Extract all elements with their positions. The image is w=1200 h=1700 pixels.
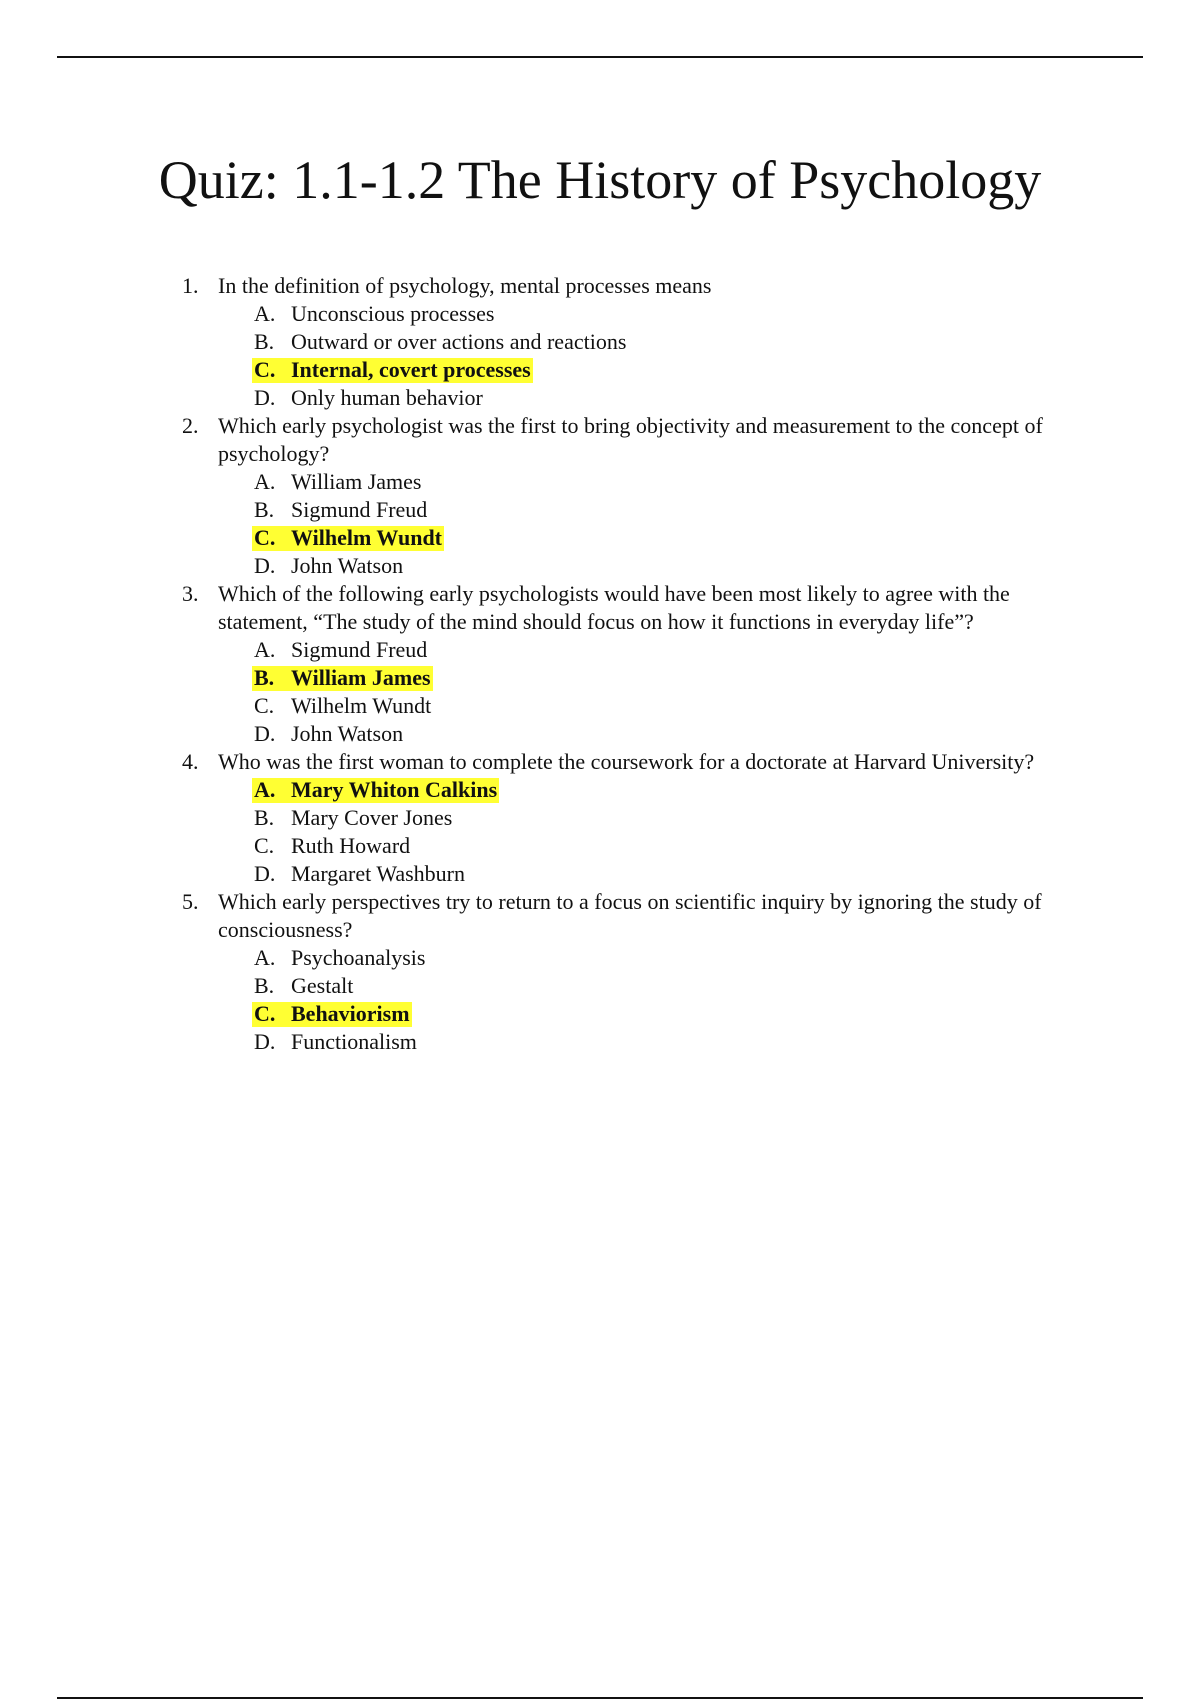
question-number: 1. xyxy=(182,273,199,298)
option-text: Gestalt xyxy=(291,973,354,998)
question-item xyxy=(0,272,1200,412)
option-text: William James xyxy=(291,469,422,494)
option-text: Mary Whiton Calkins xyxy=(291,777,498,802)
question-item xyxy=(0,748,1200,888)
option-letter: B. xyxy=(254,805,275,830)
answer-options xyxy=(0,468,1200,580)
answer-option xyxy=(0,300,1200,328)
question-text: In the definition of psychology, mental processes means xyxy=(218,273,712,298)
option-letter: A. xyxy=(254,637,276,662)
option-text: Only human behavior xyxy=(291,385,483,410)
question-text: Which early perspectives try to return to a focus on scientific inquiry by ignoring the study of consciousness? xyxy=(218,889,1042,942)
question-item xyxy=(0,888,1200,1056)
option-letter: A. xyxy=(254,301,276,326)
correct-answer-option xyxy=(0,1000,1200,1028)
question-item xyxy=(0,580,1200,748)
correct-answer-option xyxy=(0,664,1200,692)
answer-option xyxy=(0,944,1200,972)
question-text: Who was the first woman to complete the coursework for a doctorate at Harvard University? xyxy=(218,749,1035,774)
answer-option xyxy=(0,1028,1200,1056)
answer-options xyxy=(0,944,1200,1056)
question-text: Which early psychologist was the first to bring objectivity and measurement to the concept of psychology? xyxy=(218,413,1043,466)
answer-options xyxy=(0,776,1200,888)
top-rule xyxy=(57,56,1143,58)
option-letter: C. xyxy=(254,1001,276,1026)
option-letter: B. xyxy=(254,665,275,690)
option-letter: A. xyxy=(254,945,276,970)
option-text: Margaret Washburn xyxy=(291,861,465,886)
answer-options xyxy=(0,300,1200,412)
option-letter: B. xyxy=(254,497,275,522)
answer-option xyxy=(0,832,1200,860)
option-text: Unconscious processes xyxy=(291,301,495,326)
option-letter: D. xyxy=(254,1029,276,1054)
option-text: Outward or over actions and reactions xyxy=(291,329,627,354)
option-letter: C. xyxy=(254,357,276,382)
answer-options xyxy=(0,636,1200,748)
option-text: Sigmund Freud xyxy=(291,497,428,522)
option-letter: C. xyxy=(254,693,275,718)
question-number: 3. xyxy=(182,581,199,606)
option-text: Wilhelm Wundt xyxy=(291,525,443,550)
option-letter: D. xyxy=(254,861,276,886)
option-letter: B. xyxy=(254,329,275,354)
page-title: Quiz: 1.1-1.2 The History of Psychology xyxy=(158,150,1042,210)
answer-option xyxy=(0,496,1200,524)
answer-option xyxy=(0,860,1200,888)
option-letter: B. xyxy=(254,973,275,998)
bottom-rule xyxy=(57,1697,1143,1699)
answer-option xyxy=(0,468,1200,496)
correct-answer-option xyxy=(0,356,1200,384)
option-text: Behaviorism xyxy=(291,1001,410,1026)
option-letter: C. xyxy=(254,525,276,550)
option-letter: C. xyxy=(254,833,275,858)
option-text: Ruth Howard xyxy=(291,833,411,858)
answer-option xyxy=(0,972,1200,1000)
answer-option xyxy=(0,720,1200,748)
option-letter: D. xyxy=(254,721,276,746)
answer-option xyxy=(0,328,1200,356)
option-text: Internal, covert processes xyxy=(291,357,531,382)
option-text: Wilhelm Wundt xyxy=(291,693,432,718)
question-list xyxy=(0,272,1200,1056)
option-letter: A. xyxy=(254,777,276,802)
question-number: 5. xyxy=(182,889,199,914)
option-text: Psychoanalysis xyxy=(291,945,426,970)
answer-option xyxy=(0,636,1200,664)
option-text: John Watson xyxy=(291,721,404,746)
option-text: Sigmund Freud xyxy=(291,637,428,662)
option-letter: D. xyxy=(254,553,276,578)
answer-option xyxy=(0,804,1200,832)
correct-answer-option xyxy=(0,524,1200,552)
option-text: Functionalism xyxy=(291,1029,417,1054)
option-text: William James xyxy=(291,665,431,690)
question-number: 4. xyxy=(182,749,199,774)
answer-option xyxy=(0,552,1200,580)
question-number: 2. xyxy=(182,413,199,438)
option-letter: D. xyxy=(254,385,276,410)
answer-option xyxy=(0,692,1200,720)
option-text: Mary Cover Jones xyxy=(291,805,453,830)
answer-option xyxy=(0,384,1200,412)
question-item xyxy=(0,412,1200,580)
correct-answer-option xyxy=(0,776,1200,804)
question-text: Which of the following early psychologists would have been most likely to agree with the statement, “The study of the mind should focus on how it functions in everyday life”? xyxy=(218,581,1010,634)
option-text: John Watson xyxy=(291,553,404,578)
option-letter: A. xyxy=(254,469,276,494)
